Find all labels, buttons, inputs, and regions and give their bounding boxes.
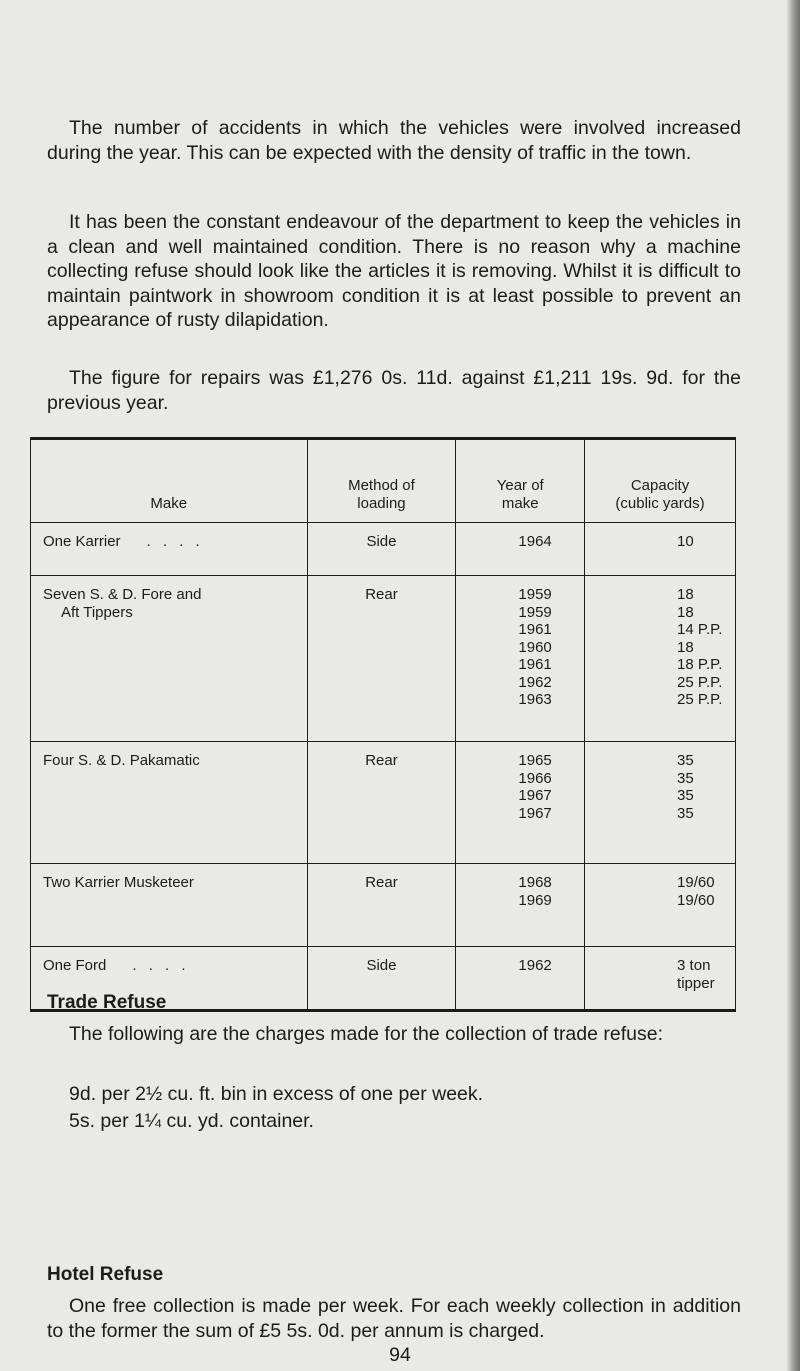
cell-make: Seven S. & D. Fore and Aft Tippers bbox=[31, 576, 308, 742]
table-row bbox=[31, 576, 736, 742]
trade-charge-container: 5s. per 1¼ cu. yd. container. bbox=[69, 1110, 314, 1132]
cell-capacity: 18 18 14 P.P. 18 18 P.P. 25 P.P. 25 P.P. bbox=[585, 576, 736, 742]
cell-method: Side bbox=[307, 523, 456, 576]
leader-dots: . . . . bbox=[132, 957, 190, 974]
paragraph-repairs: The figure for repairs was £1,276 0s. 11d. against £1,211 19s. 9d. for the previous year. bbox=[47, 367, 741, 414]
header-capacity: Capacity (cublic yards) bbox=[585, 439, 736, 523]
cell-capacity: 3 ton tipper bbox=[585, 947, 736, 1011]
page-number: 94 bbox=[389, 1344, 411, 1366]
cell-make: Four S. & D. Pakamatic bbox=[31, 742, 308, 864]
table-row bbox=[31, 523, 736, 576]
cell-method: Rear bbox=[307, 864, 456, 947]
paragraph-accidents: The number of accidents in which the vehicles were involved increased during the year. This can be expected with the density of traffic in the town. bbox=[47, 117, 741, 164]
cell-year: 1965 1966 1967 1967 bbox=[456, 742, 585, 864]
header-method: Method of loading bbox=[307, 439, 456, 523]
cell-method: Rear bbox=[307, 576, 456, 742]
cell-capacity: 35 35 35 35 bbox=[585, 742, 736, 864]
cell-year: 1964 bbox=[456, 523, 585, 576]
page-edge-shadow bbox=[786, 0, 800, 1371]
paragraph-hotel-refuse: One free collection is made per week. For each weekly collection in addition to the former the sum of £5 5s. 0d. per annum is charged. bbox=[47, 1295, 741, 1342]
cell-method: Side bbox=[307, 947, 456, 1011]
paragraph-maintenance: It has been the constant endeavour of the department to keep the vehicles in a clean and well maintained condition. There is no reason why a machine collecting refuse should look like the articles it is removing. Whilst it is difficult to maintain paintwork in showroom condition it is at least possible to prevent an appearance of rusty dilapidation. bbox=[47, 211, 741, 331]
cell-make: Two Karrier Musketeer bbox=[31, 864, 308, 947]
cell-capacity: 10 bbox=[585, 523, 736, 576]
cell-method: Rear bbox=[307, 742, 456, 864]
table-row bbox=[31, 864, 736, 947]
cell-year: 1962 bbox=[456, 947, 585, 1011]
leader-dots: . . . . bbox=[146, 533, 204, 550]
cell-year: 1968 1969 bbox=[456, 864, 585, 947]
cell-make: One Karrier . . . . bbox=[31, 523, 308, 576]
table-header-row bbox=[31, 439, 736, 523]
header-make: Make bbox=[31, 439, 308, 523]
cell-year: 1959 1959 1961 1960 1961 1962 1963 bbox=[456, 576, 585, 742]
vehicle-fleet-table bbox=[30, 437, 736, 1012]
table-row bbox=[31, 742, 736, 864]
heading-trade-refuse: Trade Refuse bbox=[47, 992, 167, 1013]
cell-make: One Ford . . . . bbox=[31, 947, 308, 1011]
cell-capacity: 19/60 19/60 bbox=[585, 864, 736, 947]
header-year: Year of make bbox=[456, 439, 585, 523]
paragraph-trade-refuse: The following are the charges made for the collection of trade refuse: bbox=[69, 1023, 663, 1045]
trade-charge-bin: 9d. per 2½ cu. ft. bin in excess of one per week. bbox=[69, 1083, 484, 1105]
heading-hotel-refuse: Hotel Refuse bbox=[47, 1264, 164, 1285]
